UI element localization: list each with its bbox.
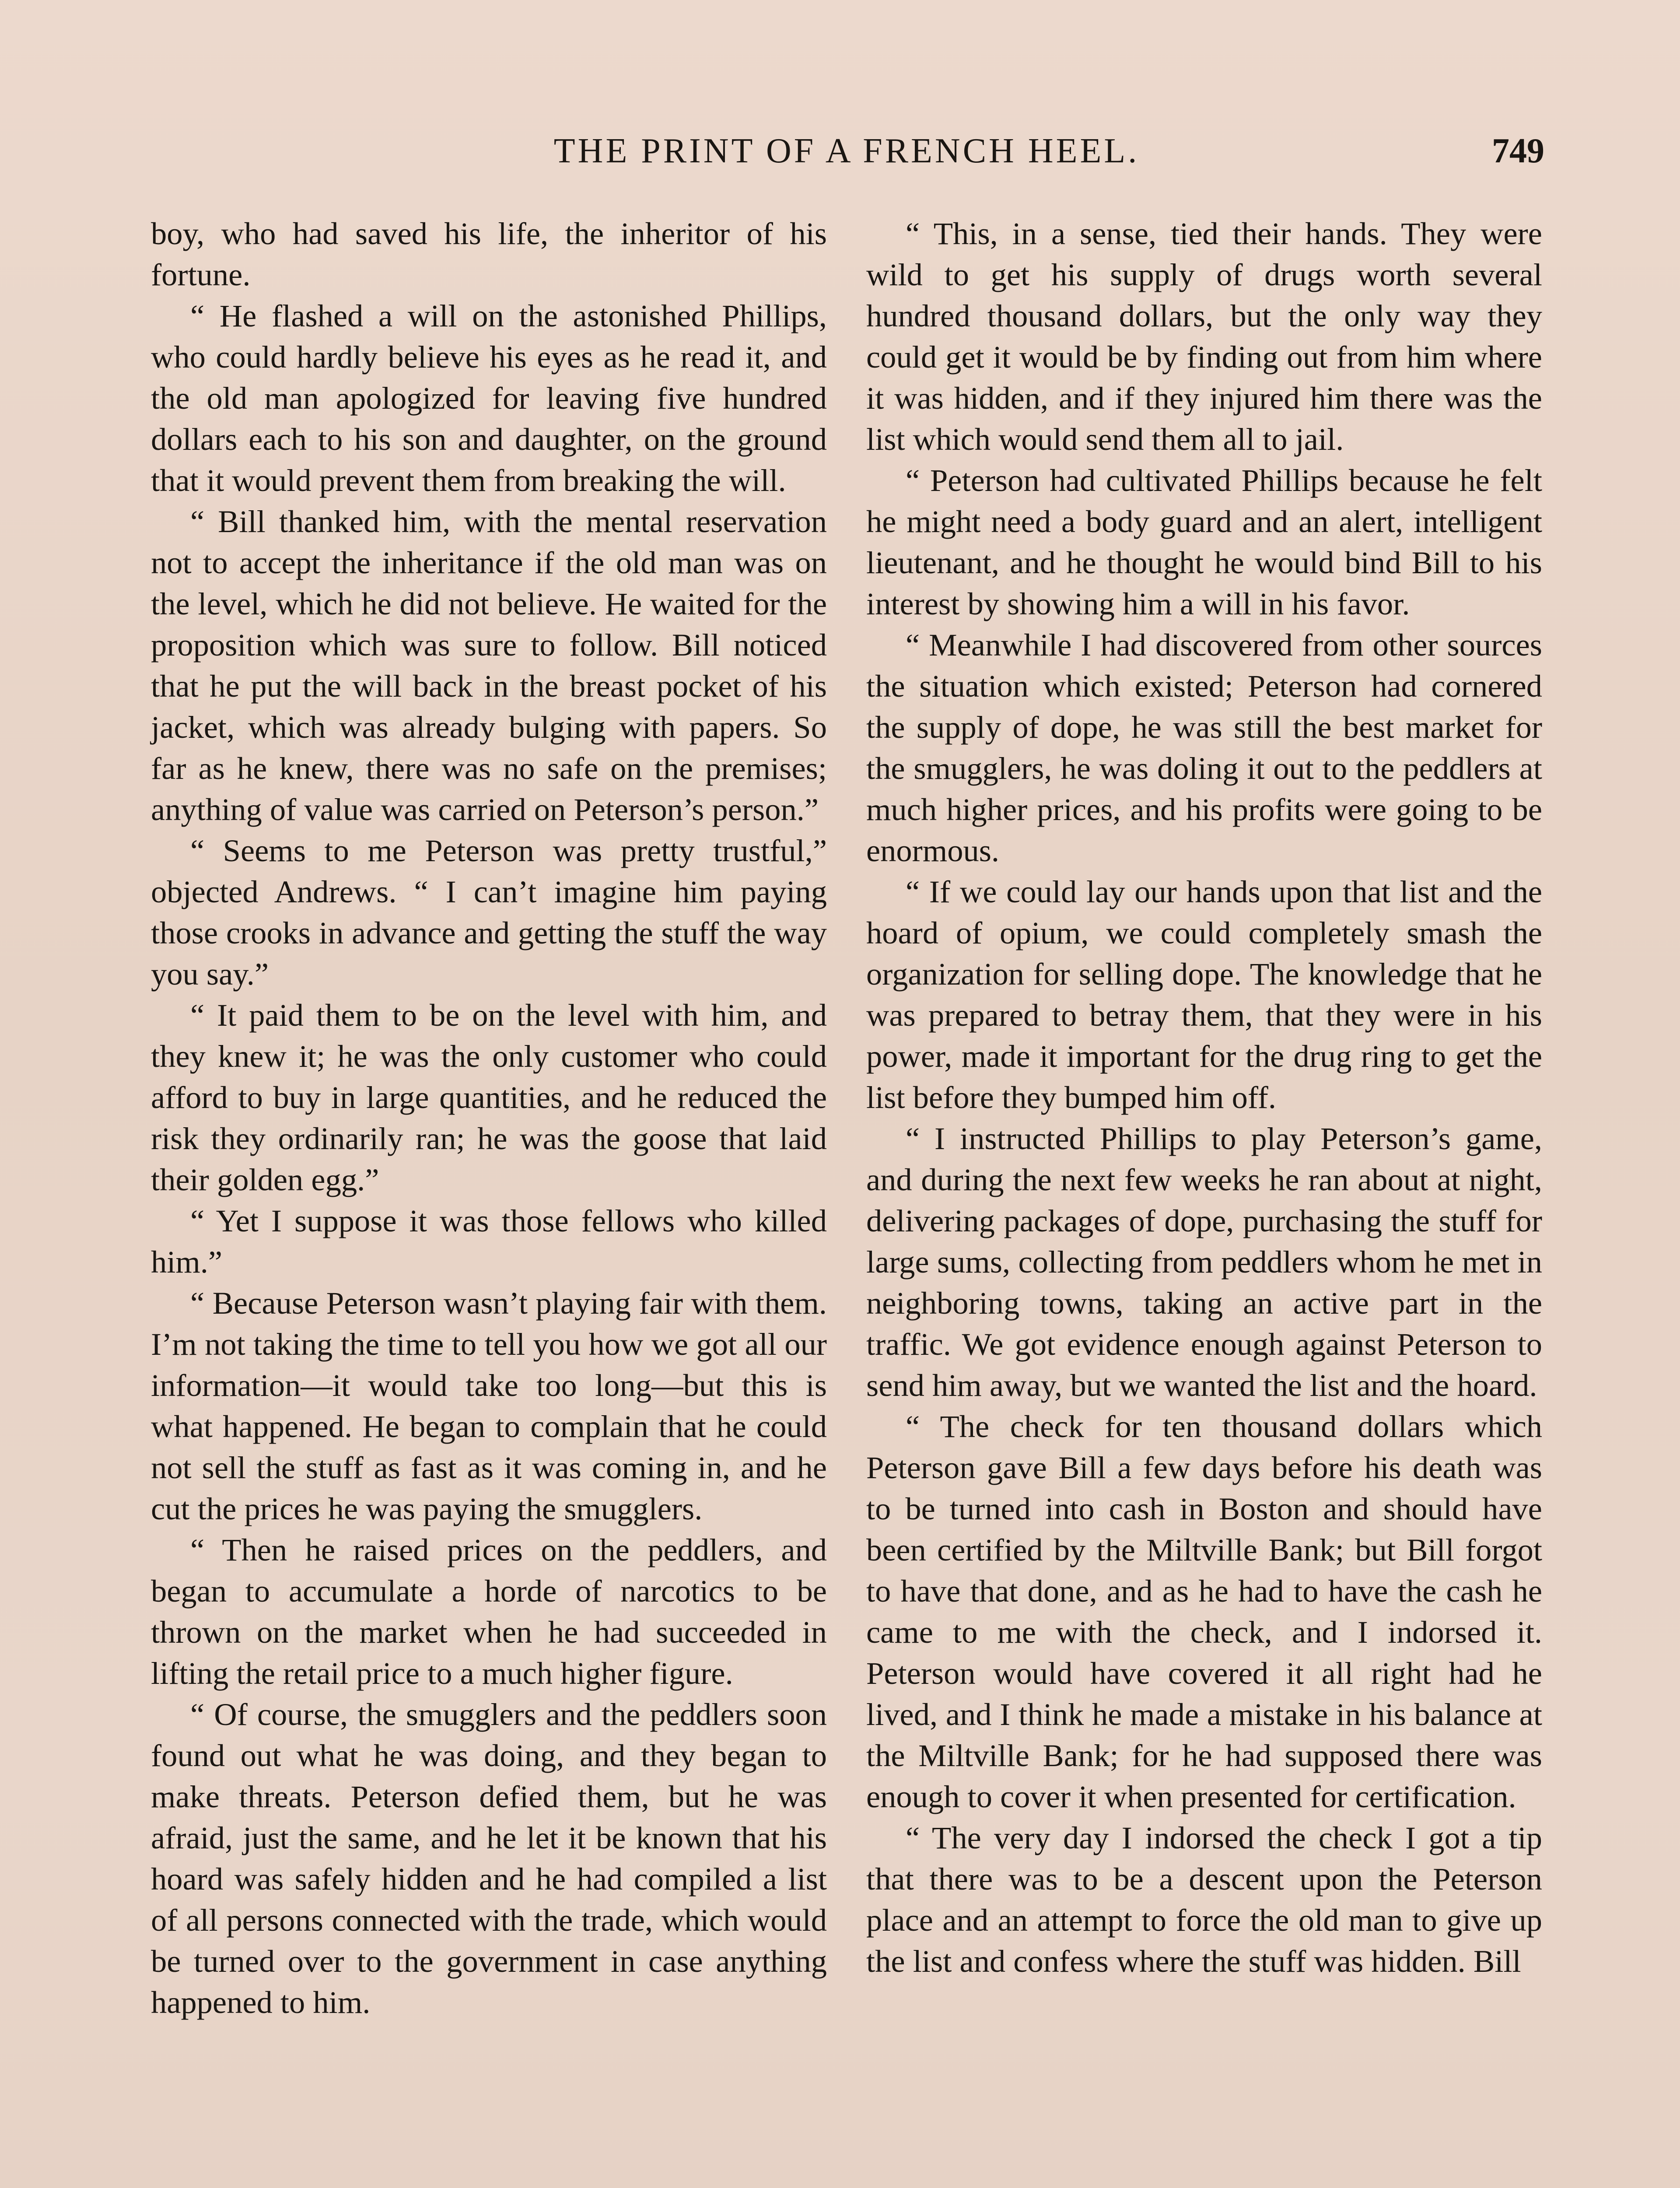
paragraph: “ Peterson had cultivated Phillips because he felt he might need a body guard and an alert, intelligent lieutenant, and he thought he would bind Bill to his interest by showing him a will in his favor. [866, 463, 1542, 621]
paragraph: “ Seems to me Peterson was pretty trustful,” objected Andrews. “ I can’t imagine him paying those crooks in advance and getting the stuff the way you say.” [151, 833, 827, 992]
left-column [151, 213, 827, 2023]
paragraph: “ Because Peterson wasn’t playing fair with them. I’m not taking the time to tell you how we got all our information—it would take too long—but this is what happened. He began to complain that he could not sell the stuff as fast as it was coming in, and he cut the prices he was paying the smugglers. [151, 1285, 827, 1526]
paragraph: “ Of course, the smugglers and the peddlers soon found out what he was doing, and they began to make threats. Peterson defied them, but he was afraid, just the same, and he let it be known that his hoard was safely hidden and he had compiled a list of all persons connected with the trade, which would be turned over to the government in case anything happened to him. [151, 1697, 827, 2020]
paragraph: “ This, in a sense, tied their hands. They were wild to get his supply of drugs worth several hundred thousand dollars, but the only way they could get it would be by finding out from him where it was hidden, and if they injured him there was the list which would send them all to jail. [866, 216, 1542, 457]
page-number: 749 [1492, 132, 1544, 170]
right-column [866, 213, 1542, 1982]
paragraph: “ I instructed Phillips to play Peterson’s game, and during the next few weeks he ran about at night, delivering packages of dope, purchasing the stuff for large sums, collecting from peddlers whom he met in neighboring towns, taking an active part in the traffic. We got evidence enough against Peterson to send him away, but we wanted the list and the hoard. [866, 1121, 1542, 1403]
paragraph: “ Then he raised prices on the peddlers, and began to accumulate a horde of narcotics to be thrown on the market when he had succeeded in lifting the retail price to a much higher figure. [151, 1532, 827, 1691]
paragraph: “ Meanwhile I had discovered from other sources the situation which existed; Peterson had cornered the supply of dope, he was still the best market for the smugglers, he was doling it out to the peddlers at much higher prices, and his profits were going to be enormous. [866, 627, 1542, 868]
running-title: THE PRINT OF A FRENCH HEEL. [553, 132, 1140, 170]
paragraph: “ It paid them to be on the level with him, and they knew it; he was the only customer who could afford to buy in large quantities, and he reduced the risk they ordinarily ran; he was the goose that laid their golden egg.” [151, 997, 827, 1197]
paragraph: “ The very day I indorsed the check I got a tip that there was to be a descent upon the Peterson place and an attempt to force the old man to give up the list and confess where the stuff was hidden. Bill [866, 1820, 1542, 1979]
paragraph: “ Bill thanked him, with the mental reservation not to accept the inheritance if the old man was on the level, which he did not believe. He waited for the proposition which was sure to follow. Bill noticed that he put the will back in the breast pocket of his jacket, which was already bulging with papers. So far as he knew, there was no safe on the premises; anything of value was carried on Peterson’s person.” [151, 504, 827, 827]
paragraph: “ Yet I suppose it was those fellows who killed him.” [151, 1203, 827, 1280]
paragraph: “ He flashed a will on the astonished Phillips, who could hardly believe his eyes as he read it, and the old man apologized for leaving five hundred dollars each to his son and daughter, on the ground that it would prevent them from breaking the will. [151, 298, 827, 498]
paragraph: “ If we could lay our hands upon that list and the hoard of opium, we could completely smash the organization for selling dope. The knowledge that he was prepared to betray them, that they were in his power, made it important for the drug ring to get the list before they bumped him off. [866, 874, 1542, 1115]
paragraph: “ The check for ten thousand dollars which Peterson gave Bill a few days before his death was to be turned into cash in Boston and should have been certified by the Miltville Bank; but Bill forgot to have that done, and as he had to have the cash he came to me with the check, and I indorsed it. Peterson would have covered it all right had he lived, and I think he made a mistake in his balance at the Miltville Bank; for he had supposed there was enough to cover it when presented for certification. [866, 1409, 1542, 1814]
page-header [149, 131, 1544, 184]
paragraph: boy, who had saved his life, the inheritor of his fortune. [151, 216, 827, 292]
